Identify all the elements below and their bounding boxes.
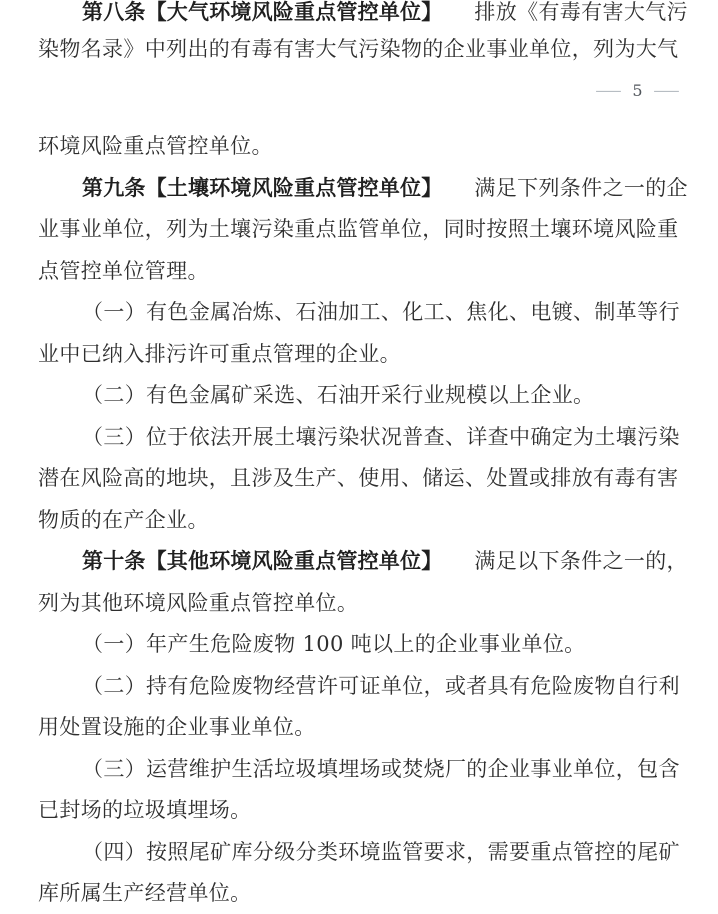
line-text: 满足以下条件之一的， (474, 549, 688, 573)
line-text: 环境风险重点管控单位。 (38, 134, 273, 158)
text-line (38, 126, 680, 168)
page-number: 5 (632, 81, 643, 100)
line-text: 业事业单位，列为土壤污染重点监管单位，同时按照土壤环境风险重 (38, 217, 679, 241)
text-line (38, 583, 680, 625)
page-5-text-fragment (38, 0, 688, 68)
line-text: 染物名录》中列出的有毒有害大气污染物的企业事业单位，列为大气 (38, 37, 679, 61)
footer-dash-left: — (594, 81, 623, 101)
page-number-footer (38, 72, 680, 109)
page-6-text-fragment (38, 126, 688, 914)
text-line (38, 375, 680, 417)
line-text: （二）有色金属矿采选、石油开采行业规模以上企业。 (82, 383, 595, 407)
line-text: 潜在风险高的地块，且涉及生产、使用、储运、处置或排放有毒有害 (38, 466, 679, 490)
text-line (38, 790, 680, 832)
text-line (38, 666, 680, 708)
line-text: （四）按照尾矿库分级分类环境监管要求，需要重点管控的尾矿 (82, 839, 680, 864)
text-line (38, 458, 680, 500)
line-text: （二）持有危险废物经营许可证单位，或者具有危险废物自行利 (82, 673, 680, 698)
line-text: （三）运营维护生活垃圾填埋场或焚烧厂的企业事业单位，包含 (82, 756, 680, 781)
text-line (38, 707, 680, 749)
line-text: 满足下列条件之一的企 (474, 175, 688, 200)
article-line (38, 0, 688, 31)
article-line (38, 541, 688, 583)
text-line (38, 292, 680, 334)
line-text: 点管控单位管理。 (38, 258, 209, 283)
line-text: 物质的在产企业。 (38, 507, 209, 532)
line-text: 已封场的垃圾填埋场。 (38, 798, 252, 822)
text-line (38, 624, 680, 666)
line-text: （三）位于依法开展土壤污染状况普查、详查中确定为土壤污染 (82, 424, 680, 449)
text-line (38, 873, 680, 914)
line-text: （一）有色金属冶炼、石油加工、化工、焦化、电镀、制革等行 (82, 300, 680, 324)
article-heading: 第八条【大气环境风险重点管控单位】 (82, 0, 443, 24)
line-text: 库所属生产经营单位。 (38, 881, 252, 905)
text-line (38, 417, 680, 459)
text-line (38, 334, 680, 376)
line-text: （一）年产生危险废物 100 吨以上的企业事业单位。 (82, 632, 586, 656)
line-text: 业中已纳入排污许可重点管理的企业。 (38, 341, 401, 366)
line-text: 列为其他环境风险重点管控单位。 (38, 590, 359, 615)
text-line (38, 749, 680, 791)
line-text: 排放《有毒有害大气污 (474, 0, 688, 24)
text-line (38, 31, 680, 68)
article-line (38, 168, 688, 210)
text-line (38, 500, 680, 542)
line-text: 用处置设施的企业事业单位。 (38, 715, 316, 739)
text-line (38, 832, 680, 874)
text-line (38, 251, 680, 293)
article-heading: 第十条【其他环境风险重点管控单位】 (82, 549, 443, 573)
article-heading: 第九条【土壤环境风险重点管控单位】 (82, 175, 443, 200)
text-line (38, 209, 680, 251)
footer-dash-right: — (652, 81, 681, 101)
